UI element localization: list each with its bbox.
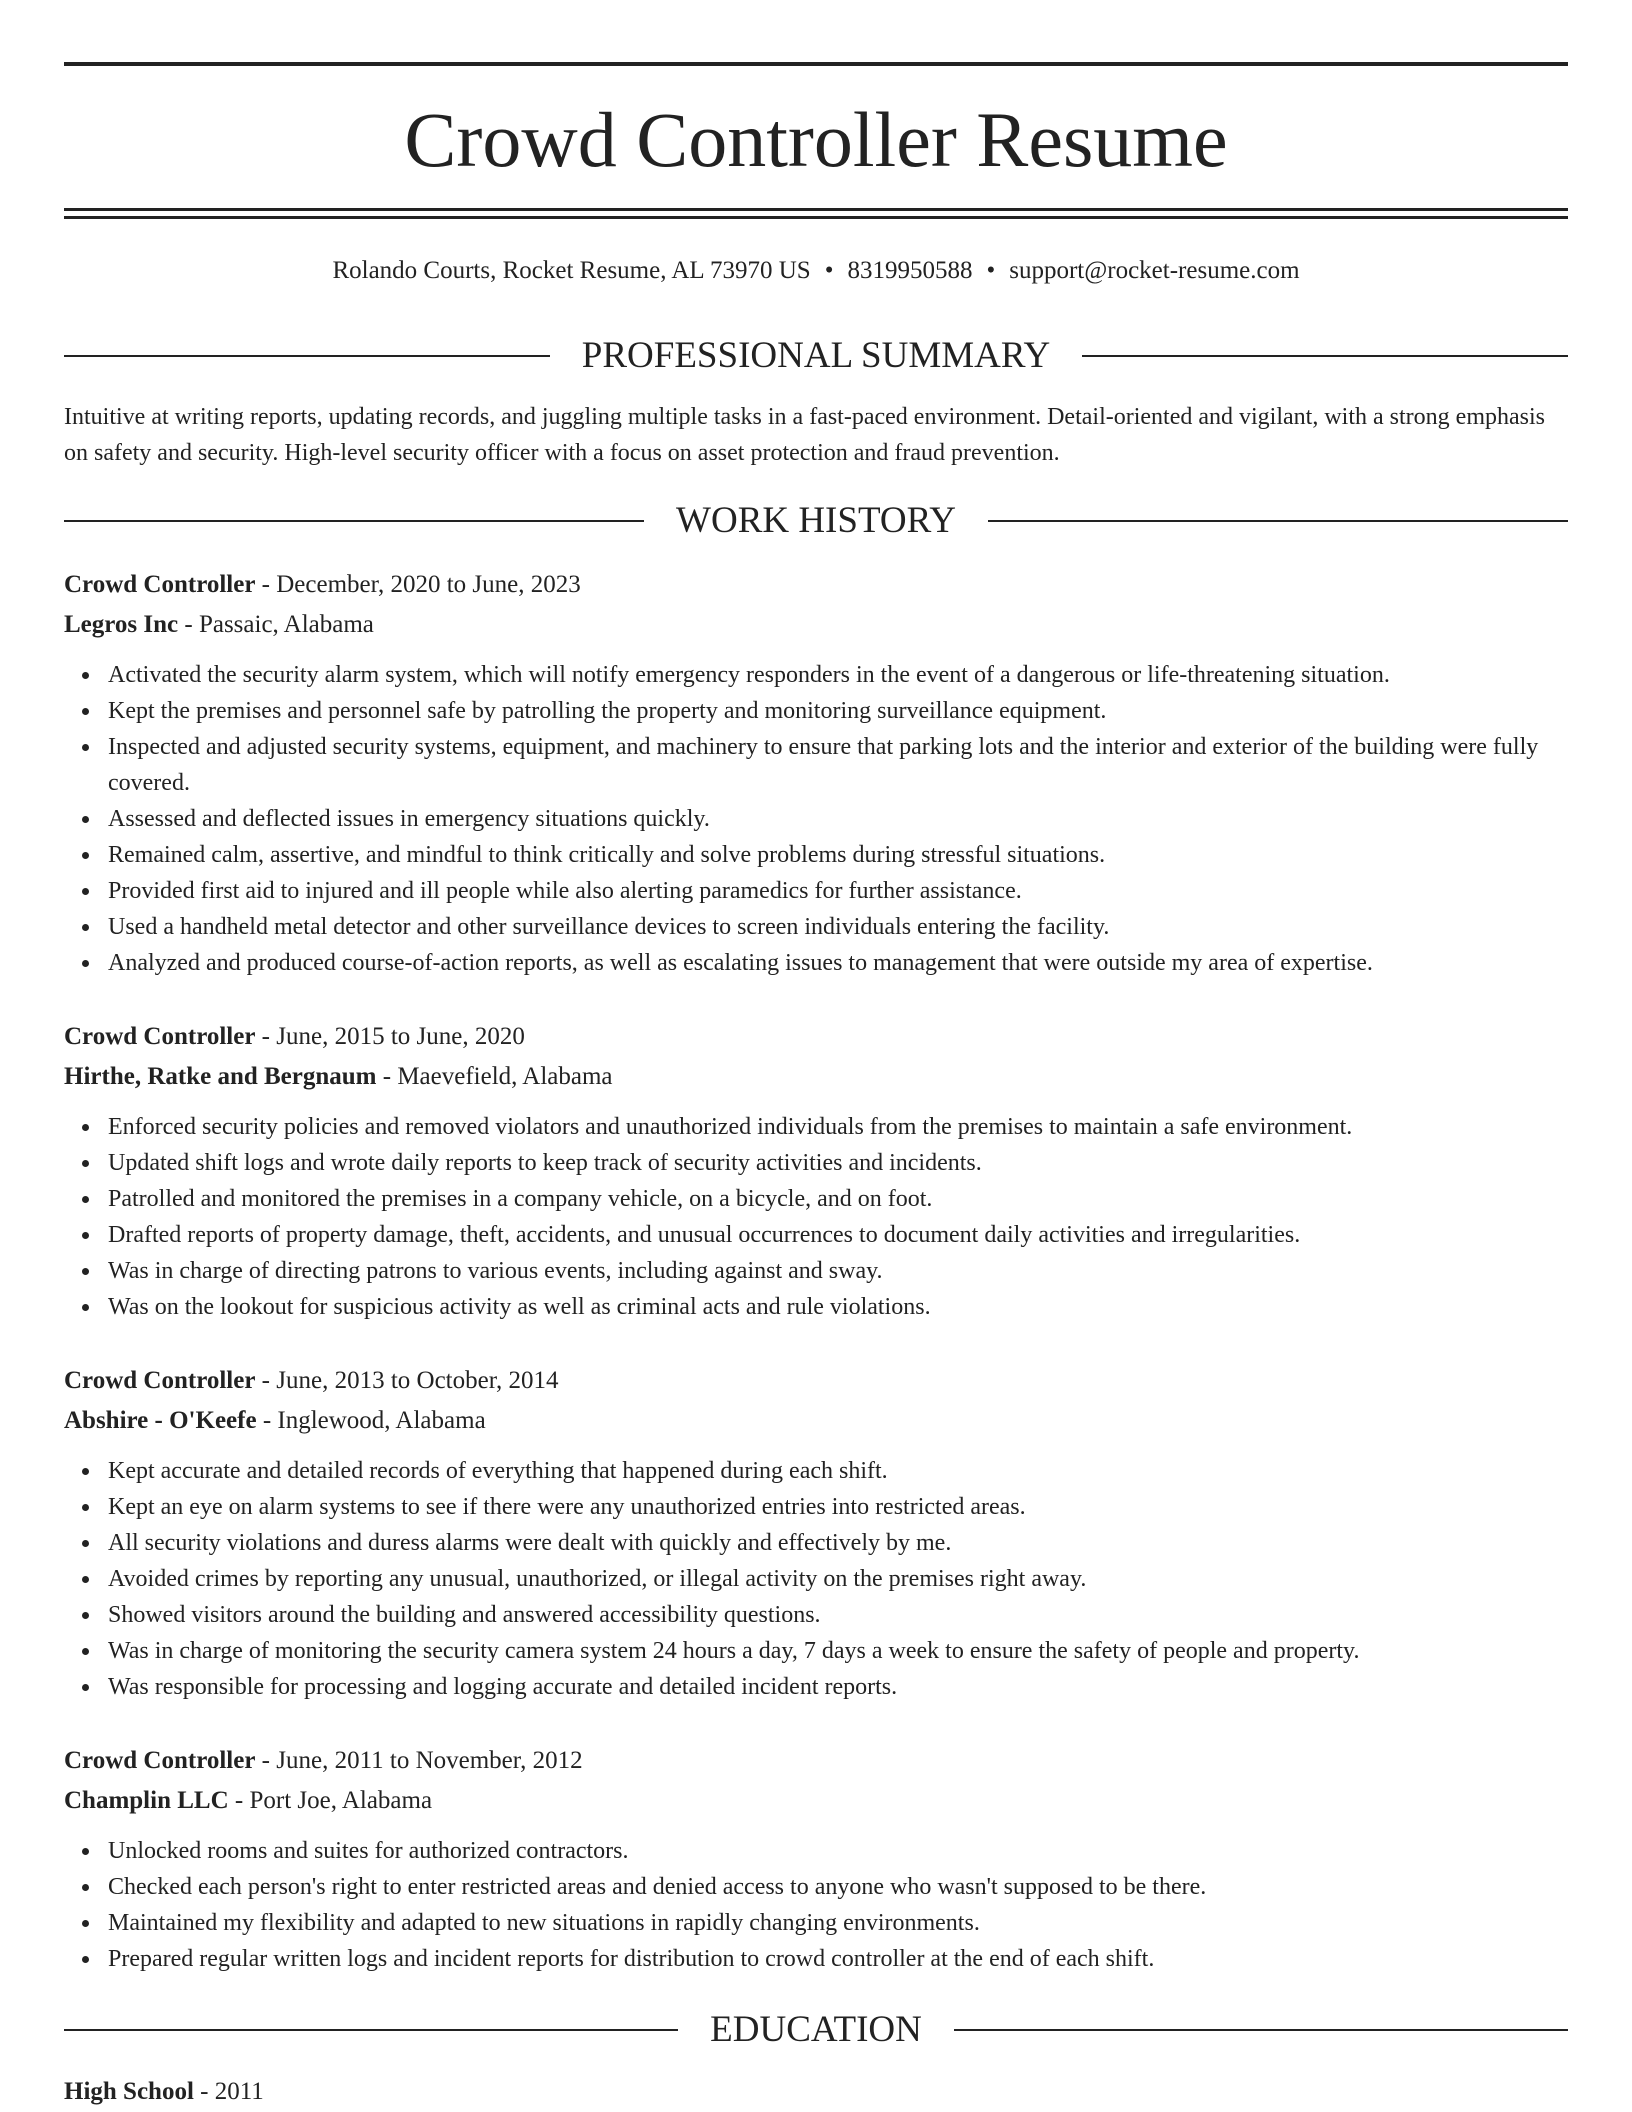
job-duty: Checked each person's right to enter restricted areas and denied access to anyone who wasn't supposed to be there. <box>108 1869 1568 1905</box>
job-employer <box>64 1781 1568 1821</box>
contact-separator: • <box>986 257 996 284</box>
section-title: WORK HISTORY <box>676 500 956 541</box>
job-duty: Was in charge of monitoring the security camera system 24 hours a day, 7 days a week to ensure the safety of people and property. <box>108 1633 1568 1669</box>
job-duty: Avoided crimes by reporting any unusual, unauthorized, or illegal activity on the premises right away. <box>108 1561 1568 1597</box>
job-duty: All security violations and duress alarms were dealt with quickly and effectively by me. <box>108 1525 1568 1561</box>
job-duties <box>64 1453 1568 1705</box>
job-duty: Remained calm, assertive, and mindful to think critically and solve problems during stressful situations. <box>108 837 1568 873</box>
job-entry <box>64 1017 1568 1325</box>
job-duty: Inspected and adjusted security systems, equipment, and machinery to ensure that parking lots and the interior and exterior of the building were fully covered. <box>108 729 1568 801</box>
job-duty: Kept accurate and detailed records of everything that happened during each shift. <box>108 1453 1568 1489</box>
job-title: Crowd Controller <box>64 571 256 598</box>
job-duty: Was responsible for processing and logging accurate and detailed incident reports. <box>108 1669 1568 1705</box>
job-employer <box>64 1057 1568 1097</box>
job-company: Abshire - O'Keefe <box>64 1407 257 1434</box>
job-duty: Showed visitors around the building and answered accessibility questions. <box>108 1597 1568 1633</box>
job-duty: Analyzed and produced course-of-action reports, as well as escalating issues to management that were outside my area of expertise. <box>108 945 1568 981</box>
section-rule-right <box>954 2029 1568 2031</box>
contact-address: Rolando Courts, Rocket Resume, AL 73970 US <box>332 257 811 284</box>
summary-text: Intuitive at writing reports, updating records, and juggling multiple tasks in a fast-paced environment. Detail-oriented and vigilant, with a strong emphasis on safety and security. High-level security officer with a focus on asset protection and fraud prevention. <box>64 404 1545 466</box>
contact-email: support@rocket-resume.com <box>1009 257 1300 284</box>
job-duty: Provided first aid to injured and ill people while also alerting paramedics for further assistance. <box>108 873 1568 909</box>
job-heading <box>64 565 1568 605</box>
job-dates: - June, 2011 to November, 2012 <box>255 1747 583 1774</box>
job-duty: Assessed and deflected issues in emergency situations quickly. <box>108 801 1568 837</box>
job-duty: Kept the premises and personnel safe by patrolling the property and monitoring surveillance equipment. <box>108 693 1568 729</box>
job-duty: Was in charge of directing patrons to various events, including against and sway. <box>108 1253 1568 1289</box>
section-rule-right <box>988 520 1568 522</box>
job-heading <box>64 1017 1568 1057</box>
job-duty: Was on the lookout for suspicious activity as well as criminal acts and rule violations. <box>108 1289 1568 1325</box>
job-company: Legros Inc <box>64 611 179 638</box>
job-duties <box>64 1109 1568 1325</box>
job-employer <box>64 1401 1568 1441</box>
job-heading <box>64 1741 1568 1781</box>
job-company: Champlin LLC <box>64 1787 229 1814</box>
job-duty: Prepared regular written logs and incident reports for distribution to crowd controller at the end of each shift. <box>108 1941 1568 1977</box>
title-double-rule-lower <box>64 216 1568 219</box>
job-location: - Inglewood, Alabama <box>256 1407 486 1434</box>
section-title: PROFESSIONAL SUMMARY <box>581 335 1051 376</box>
contact-phone: 8319950588 <box>847 257 973 284</box>
job-entry <box>64 1741 1568 1977</box>
job-entry <box>64 1361 1568 1705</box>
section-rule-left <box>64 355 550 357</box>
job-duty: Drafted reports of property damage, theft, accidents, and unusual occurrences to document daily activities and irregularities. <box>108 1217 1568 1253</box>
contact-line <box>64 254 1568 288</box>
job-duty: Used a handheld metal detector and other surveillance devices to screen individuals entering the facility. <box>108 909 1568 945</box>
job-duties <box>64 1833 1568 1977</box>
job-duty: Kept an eye on alarm systems to see if there were any unauthorized entries into restricted areas. <box>108 1489 1568 1525</box>
top-rule <box>64 62 1568 66</box>
job-duty: Enforced security policies and removed violators and unauthorized individuals from the premises to maintain a safe environment. <box>108 1109 1568 1145</box>
education-year: - 2011 <box>193 2078 264 2105</box>
education-entry <box>64 2074 264 2110</box>
job-location: - Passaic, Alabama <box>178 611 374 638</box>
job-location: - Maevefield, Alabama <box>376 1063 613 1090</box>
job-duty: Patrolled and monitored the premises in a company vehicle, on a bicycle, and on foot. <box>108 1181 1568 1217</box>
section-rule-right <box>1082 355 1568 357</box>
job-entry <box>64 565 1568 981</box>
job-employer <box>64 605 1568 645</box>
resume-title: Crowd Controller Resume <box>404 96 1228 183</box>
job-title: Crowd Controller <box>64 1747 256 1774</box>
job-duties <box>64 657 1568 981</box>
job-title: Crowd Controller <box>64 1367 256 1394</box>
section-rule-left <box>64 2029 678 2031</box>
job-dates: - June, 2015 to June, 2020 <box>255 1023 525 1050</box>
contact-separator: • <box>824 257 834 284</box>
section-header-summary <box>64 334 1568 378</box>
job-duty: Updated shift logs and wrote daily reports to keep track of security activities and incidents. <box>108 1145 1568 1181</box>
section-title: EDUCATION <box>710 2009 922 2050</box>
job-title: Crowd Controller <box>64 1023 256 1050</box>
section-header-education <box>64 2008 1568 2052</box>
job-duty: Unlocked rooms and suites for authorized contractors. <box>108 1833 1568 1869</box>
job-dates: - December, 2020 to June, 2023 <box>255 571 581 598</box>
section-header-work-history <box>64 499 1568 543</box>
job-duty: Activated the security alarm system, which will notify emergency responders in the event of a dangerous or life-threatening situation. <box>108 657 1568 693</box>
education-degree: High School <box>64 2078 194 2105</box>
job-heading <box>64 1361 1568 1401</box>
section-rule-left <box>64 520 644 522</box>
job-duty: Maintained my flexibility and adapted to new situations in rapidly changing environments. <box>108 1905 1568 1941</box>
job-location: - Port Joe, Alabama <box>228 1787 433 1814</box>
job-dates: - June, 2013 to October, 2014 <box>255 1367 559 1394</box>
job-company: Hirthe, Ratke and Bergnaum <box>64 1063 377 1090</box>
title-double-rule-upper <box>64 208 1568 211</box>
